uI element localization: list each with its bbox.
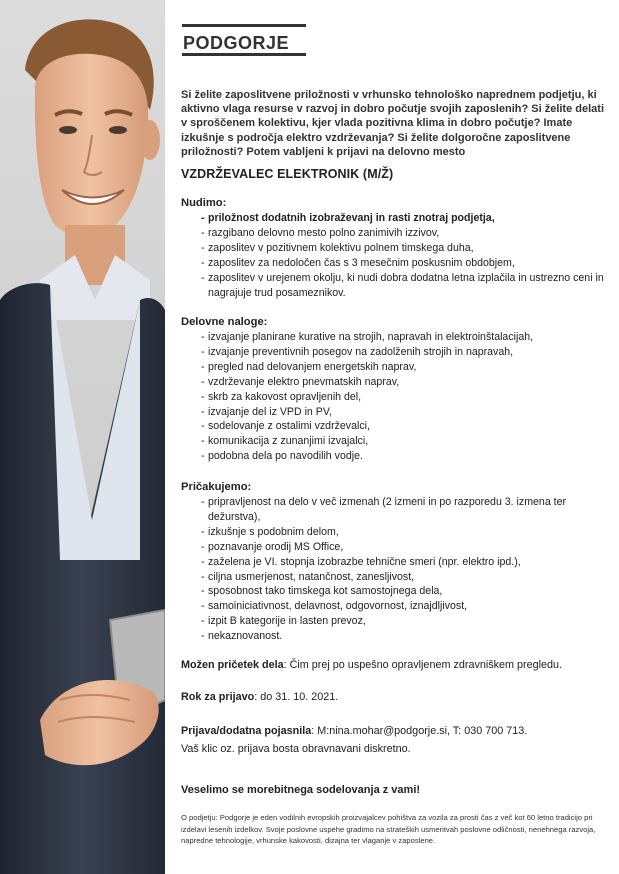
hero-photo [0, 0, 165, 874]
deadline-value: : do 31. 10. 2021. [254, 691, 339, 703]
list-item: - skrb za kakovost opravljenih del, [201, 390, 362, 403]
job-title: VZDRŽEVALEC ELEKTRONIK (M/Ž) [181, 167, 394, 181]
job-ad [181, 0, 611, 874]
list-item: - sodelovanje z ostalimi vzdrževalci, [201, 420, 370, 433]
offer-heading: Nudimo: [181, 197, 227, 209]
expect-heading: Pričakujemo: [181, 481, 252, 493]
list-item: - nekaznovanost. [201, 630, 283, 643]
list-item: - razgibano delovno mesto polno zanimivih izzivov, [201, 226, 440, 239]
offer-list [181, 211, 609, 300]
deadline-label: Rok za prijavo [181, 691, 255, 703]
start-date-line [181, 659, 562, 671]
list-item: - podobna dela po navodilih vodje. [201, 450, 363, 463]
closing-line: Veselimo se morebitnega sodelovanja z vami! [181, 784, 421, 796]
start-label: Možen pričetek dela [181, 659, 284, 671]
contact-label: Prijava/dodatna pojasnila [181, 725, 312, 737]
tasks-section [181, 315, 609, 464]
about-company: O podjetju: Podgorje je eden vodilnih evropskih proizvajalcev pohištva za vozila za prosti čas z več kot 60 letno tradicijo pri izdelavi lesenih izdelkov. Svoje poslovne uspehe gradimo na strateških usmeritvah poslovne odličnosti, nenehnega razvoja, napredne tehnologije, vrhunske kakovosti, dizajna ter vlaganje v zaposlene. [181, 813, 596, 846]
logo-text: PODGORJE [183, 33, 290, 53]
tasks-list [181, 330, 609, 464]
start-value: : Čim prej po uspešno opravljenem zdravniškem pregledu. [283, 659, 563, 671]
list-item: - pregled nad delovanjem energetskih naprav, [201, 360, 417, 373]
offer-section [181, 196, 609, 300]
list-item: - ciljna usmerjenost, natančnost, zanesljivost, [201, 570, 415, 583]
list-item: - komunikacija z zunanjimi izvajalci, [201, 435, 369, 448]
list-item: - zaposlitev za nedoločen čas s 3 mesečnim poskusnim obdobjem, [201, 256, 515, 269]
list-item: - izvajanje preventivnih posegov na zadolženih strojih in napravah, [201, 345, 514, 358]
expect-section [181, 480, 609, 644]
list-item: - zaposlitev v pozitivnem kolektivu polnem timskega duha, [201, 241, 474, 254]
podgorje-logo [181, 22, 309, 60]
list-item: - zaželena je VI. stopnja izobrazbe tehnične smeri (npr. elektro ipd.), [201, 555, 521, 568]
list-item: - samoiniciativnost, delavnost, odgovornost, iznajdljivost, [201, 600, 468, 613]
expect-list [181, 495, 609, 644]
list-item: - izpit B kategorije in lasten prevoz, [201, 615, 366, 628]
list-item: - izvajanje del iz VPD in PV, [201, 405, 332, 418]
list-item: - izvajanje planirane kurative na strojih, napravah in elektroinštalacijah, [201, 331, 534, 343]
list-item: - priložnost dodatnih izobraževanj in rasti znotraj podjetja, [201, 212, 495, 224]
list-item: - poznavanje orodij MS Office, [201, 540, 344, 553]
intro-paragraph: Si želite zaposlitvene priložnosti v vrhunsko tehnološko naprednem podjetju, ki aktivno vlaga resurse v razvoj in dobro počutje svojih zaposlenih? Si želite delati v sproščenem kolektivu, kjer vlada pozitivna klima in dobro počutje? Imate izkušnje s področja elektro vzdrževanja? Si želite dolgoročne zaposlitvene priložnosti? Potem vabljeni k prijavi na delovno mesto [181, 89, 605, 158]
discretion-note: Vaš klic oz. prijava bosta obravnavani diskretno. [181, 743, 411, 755]
list-item: - vzdrževanje elektro pnevmatskih naprav, [201, 375, 400, 388]
contact-value[interactable]: : M:nina.mohar@podgorje.si, T: 030 700 713. [311, 725, 528, 737]
tasks-heading: Delovne naloge: [181, 316, 268, 328]
list-item: - zaposlitev v urejenem okolju, ki nudi dobra dodatna letna izplačila in ustrezno ceni in nagrajuje trud posameznikov. [201, 271, 604, 299]
worker-illustration [0, 0, 165, 874]
deadline-line [181, 691, 338, 703]
list-item: - izkušnje s podobnim delom, [201, 525, 339, 538]
list-item: - sposobnost tako timskega kot samostojnega dela, [201, 585, 443, 598]
contact-line [181, 725, 527, 737]
list-item: - pripravljenost na delo v več izmenah (2 izmeni in po razporedu 3. izmena ter dežurstva), [201, 496, 567, 523]
